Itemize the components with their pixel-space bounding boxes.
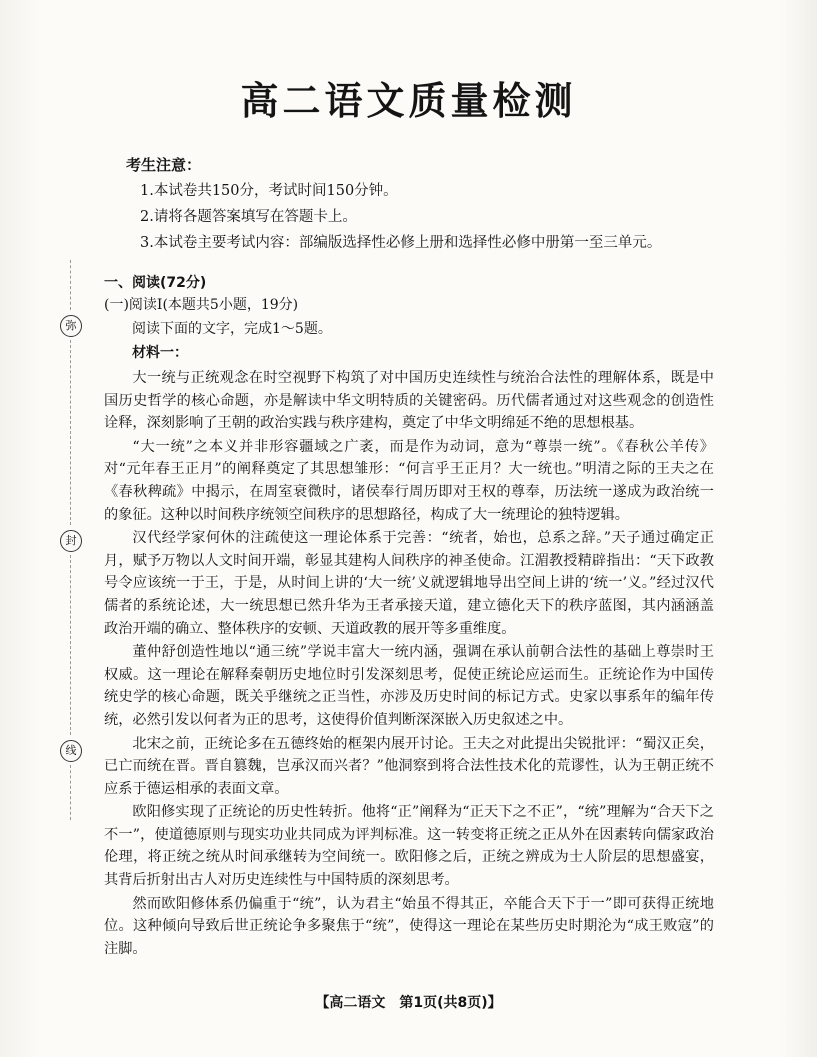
notice-heading: 考生注意： bbox=[126, 156, 202, 174]
passage-paragraph: 欧阳修实现了正统论的历史性转折。他将“正”阐释为“正天下之不正”，“统”理解为“合天下之不一”，使道德原则与现实功业共同成为评判标准。这一转变将正统之正从外在因素转向儒家政治伦理，将正统之统从时间承继转为空间统一。欧阳修之后，正统之辨成为士人阶层的思想盛宴，其背后折射出古人对历史连续性与中国特质的深刻思考。 bbox=[104, 804, 714, 889]
passage-paragraph: 北宋之前，正统论多在五德终始的框架内展开讨论。王夫之对此提出尖锐批评：“蜀汉正矣，已亡而统在晋。晋自篡魏，岂承汉而兴者？”他洞察到将合法性技术化的荒谬性，认为王朝正统不应系于德运相承的表面文章。 bbox=[104, 735, 714, 797]
passage-paragraph: “大一统”之本义并非形容疆域之广袤，而是作为动词，意为“尊崇一统”。《春秋公羊传》对“元年春王正月”的阐释奠定了其思想雏形：“何言乎王正月？大一统也。”明清之际的王夫之在《春秋稗疏》中揭示，在周室衰微时，诸侯奉行周历即对王权的尊奉，历法统一遂成为政治统一的象征。这种以时间秩序统领空间秩序的思想路径，构成了大一统理论的独特逻辑。 bbox=[104, 438, 714, 523]
notice-item: 2.请将各题答案填写在答题卡上。 bbox=[140, 209, 357, 225]
binding-mark-seal-1: 弥 bbox=[60, 315, 82, 337]
notice-item: 1.本试卷共150分，考试时间150分钟。 bbox=[140, 183, 398, 199]
binding-dash bbox=[70, 340, 71, 525]
binding-dash bbox=[70, 555, 71, 735]
binding-line bbox=[60, 260, 80, 820]
binding-mark-seal-2: 封 bbox=[60, 530, 82, 552]
passage-paragraph: 汉代经学家何休的注疏使这一理论体系于完善：“统者，始也，总系之辞。”天子通过确定正月，赋予万物以人文时间开端，彰显其建构人间秩序的神圣使命。江湄教授精辟指出：“天下政教号令应该统一于王，于是，从时间上讲的‘大一统’义就逻辑地导出空间上讲的‘统一’义。”经过汉代儒者的系统论述，大一统思想已然升华为王者承接天道，建立德化天下的秩序蓝图，其内涵涵盖政治开端的确立、整体秩序的安顿、天道政教的展开等多重维度。 bbox=[104, 530, 714, 637]
section-title: 一、阅读(72分) bbox=[104, 275, 207, 291]
notice-item: 3.本试卷主要考试内容：部编版选择性必修上册和选择性必修中册第一至三单元。 bbox=[140, 235, 662, 251]
passage-paragraph: 大一统与正统观念在时空视野下构筑了对中国历史连续性与统治合法性的理解体系，既是中国历史哲学的核心命题，亦是解读中华文明特质的关键密码。历代儒者通过对这些观念的创造性诠释，深刻影响了王朝的政治实践与秩序建构，奠定了中华文明绵延不绝的思想根基。 bbox=[104, 370, 714, 432]
binding-mark-line: 线 bbox=[60, 740, 82, 762]
instruction-text: 阅读下面的文字，完成1～5题。 bbox=[132, 321, 332, 337]
notice-block bbox=[126, 152, 661, 256]
subsection-title: (一)阅读Ⅰ(本题共5小题，19分) bbox=[104, 297, 299, 313]
material-label: 材料一： bbox=[132, 345, 188, 361]
binding-dash bbox=[70, 765, 71, 820]
exam-title: 高二语文质量检测 bbox=[240, 79, 577, 123]
passage-paragraph: 董仲舒创造性地以“通三统”学说丰富大一统内涵，强调在承认前朝合法性的基础上尊崇时王权威。这一理论在解释秦朝历史地位时引发深刻思考，促使正统论应运而生。正统论作为中国传统史学的核心命题，既关乎继统之正当性，亦涉及历史时间的标记方式。史家以事系年的编年传统，必然引发以何者为正的思考，这使得价值判断深深嵌入历史叙述之中。 bbox=[104, 644, 714, 728]
page-footer: 【高二语文 第1页(共8页)】 bbox=[315, 995, 502, 1011]
passage-paragraph: 然而欧阳修体系仍偏重于“统”，认为君主“始虽不得其正，卒能合天下于一”即可获得正统地位。这种倾向导致后世正统论争多聚焦于“统”，使得这一理论在某些历史时期沦为“成王败寇”的注脚。 bbox=[104, 895, 714, 957]
reading-passage bbox=[104, 367, 714, 961]
binding-dash bbox=[70, 260, 71, 310]
